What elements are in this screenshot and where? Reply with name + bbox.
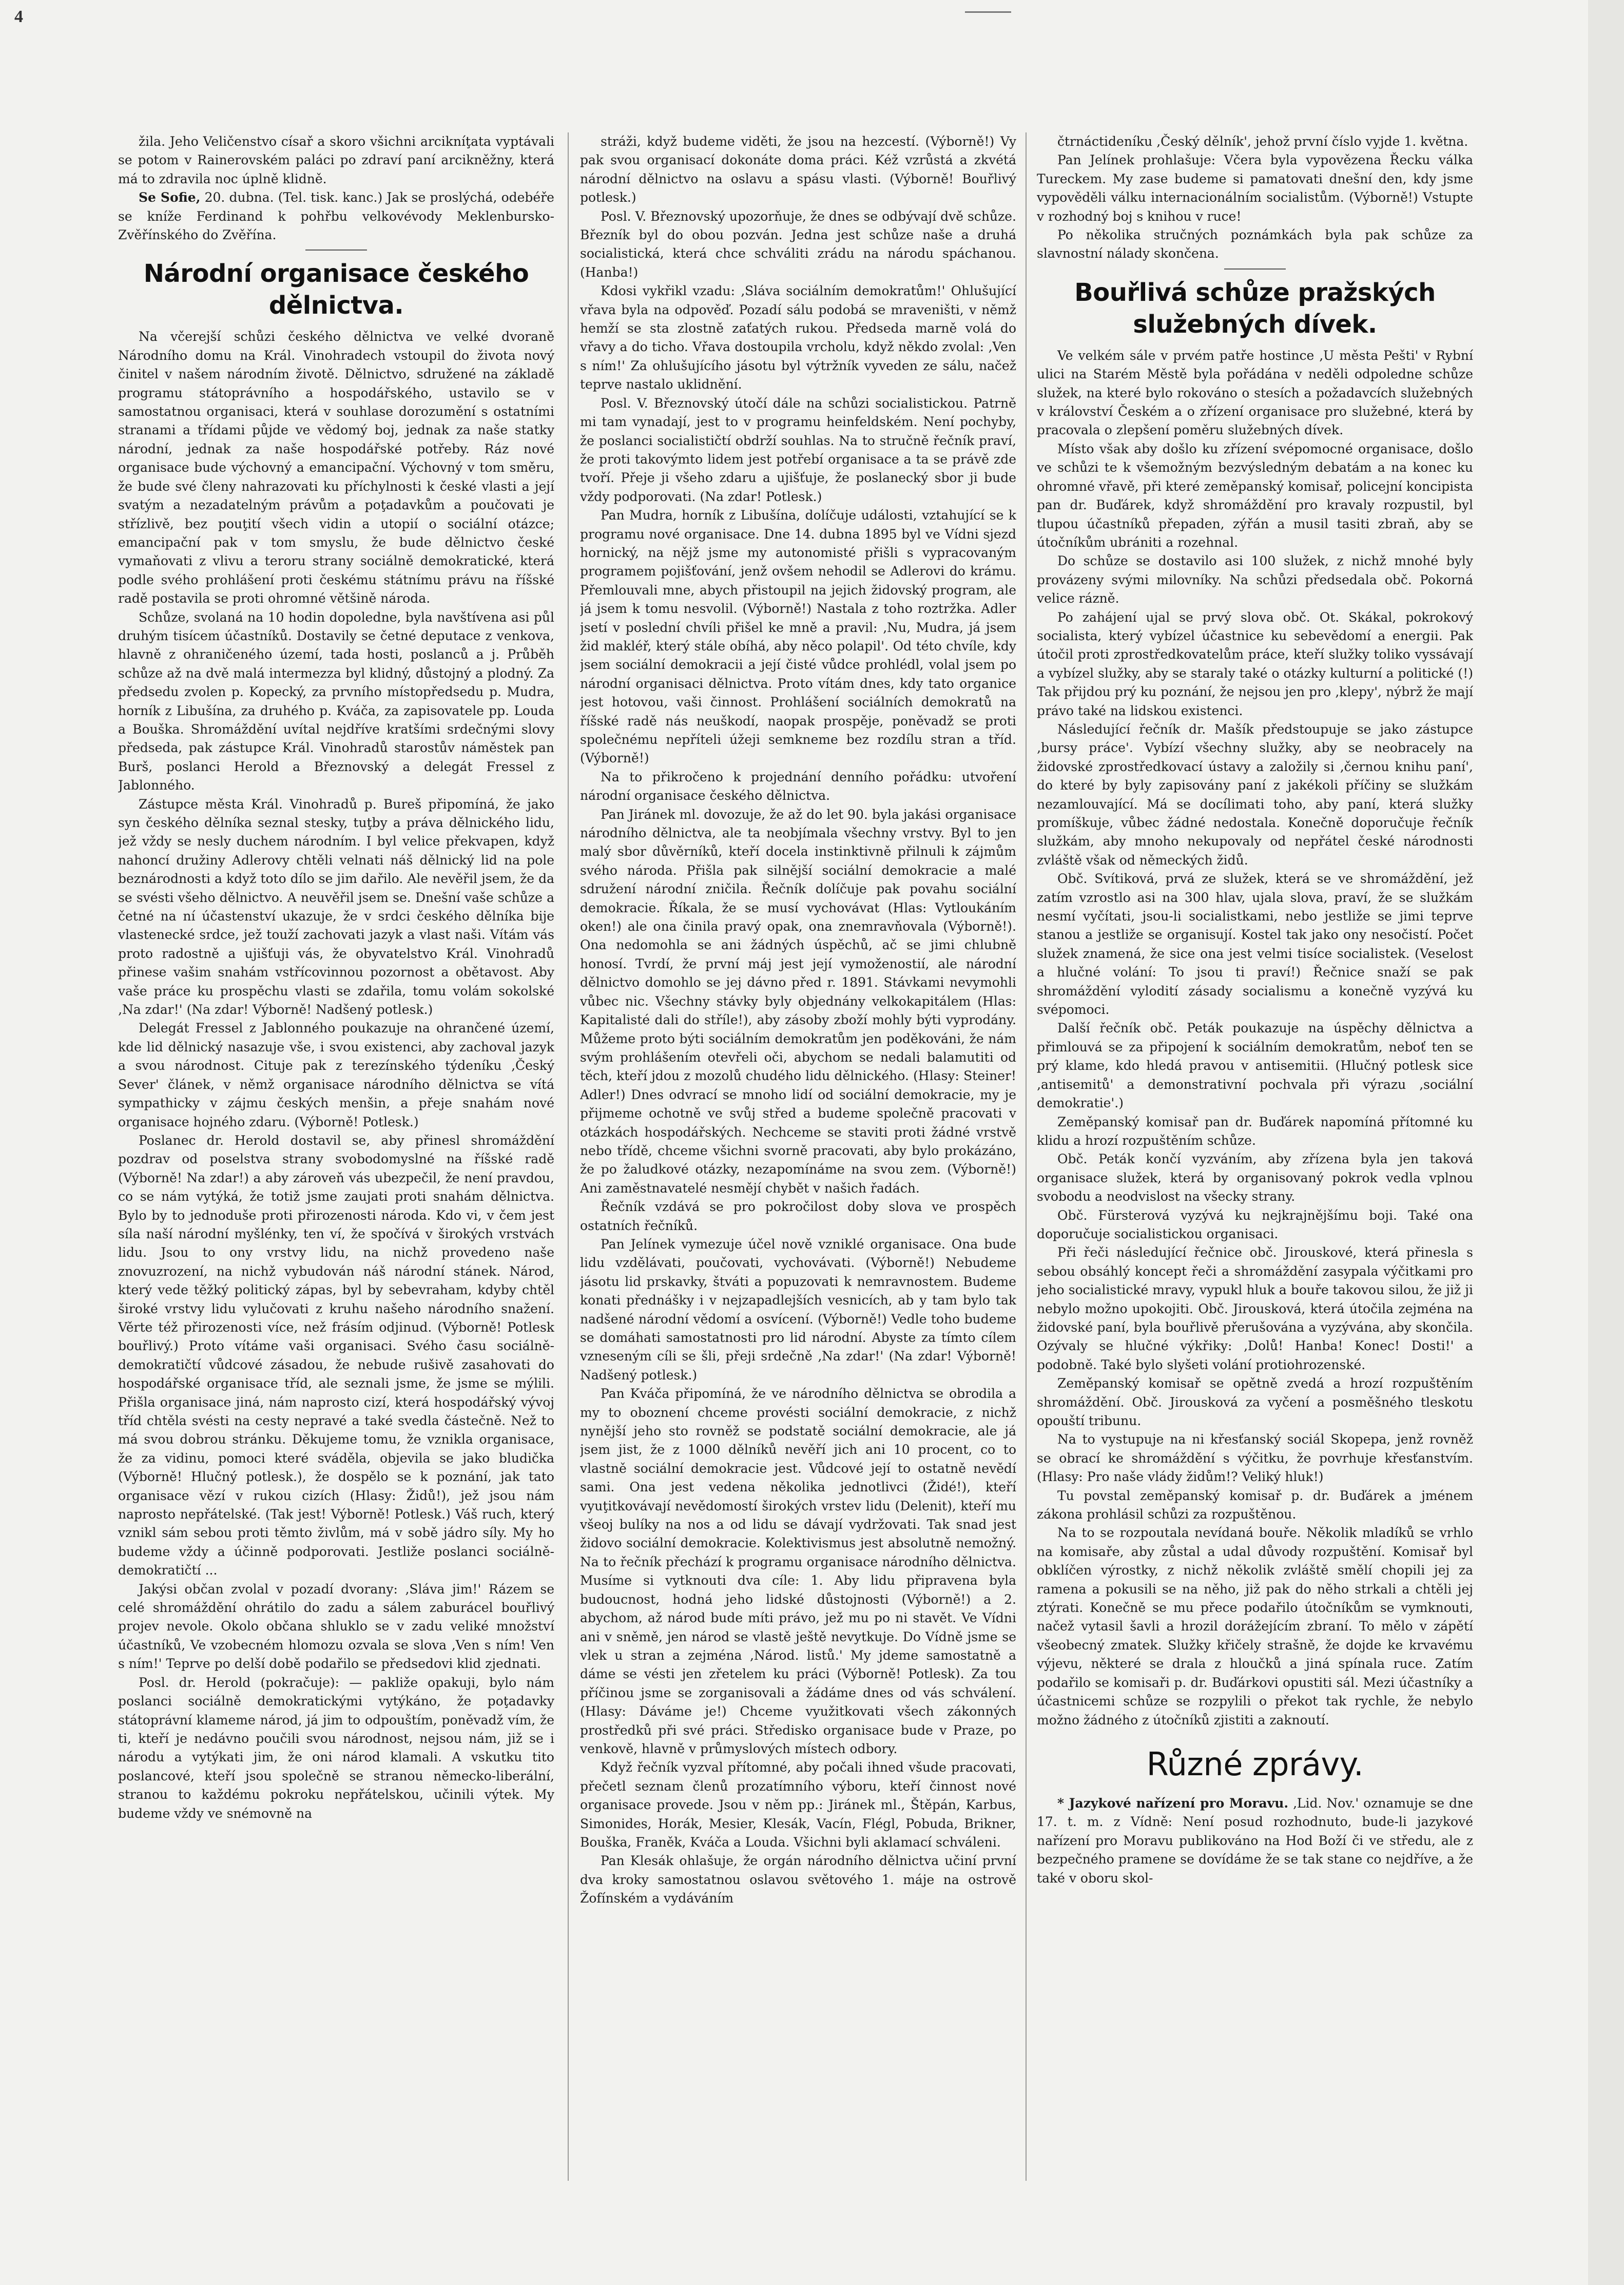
paragraph: Pan Jelínek prohlašuje: Včera byla vypovězena Řecku válka Tureckem. My zase budeme si pamatovati dnešní den, kdy jsme vypověděli válku internacionálním socialistům. (Výborně!) Vstupte v rozhodný boj s knihou v ruce! — [1037, 152, 1473, 224]
binding-edge — [1588, 0, 1624, 2285]
paragraph: Obč. Svítiková, prvá ze služek, která se ve shromáždění, jež zatím vzrostlo asi na 300 hlav, ujala slova, praví, že se služkám nesmí vyčítati, jsou-li socialistkami, nebo jestliže se jimi teprve stanou a jestliže se organisují. Kostel tak jako ony nesočistí. Počet služek znamená, že sice ona jest velmi tisíce socialistek. (Veselost a hlučné volání: To jsou ti praví!) Řečnice snaží se pak shromáždění vylodití zásady socialismu a konečně vyzývá ku svépomoci. — [1037, 871, 1473, 1017]
paragraph: Když řečník vyzval přítomné, aby počali ihned všude pracovati, přečetl seznam členů prozatímního výboru, kteří činnost nové organisace provede. Jsou v něm pp.: Jiránek ml., Štěpán, Karbus, Simonides, Horák, Mesier, Klesák, Vacín, Flégl, Pobuda, Brikner, Bouška, Franěk, Kváča a Louda. Všichni byli aklamací schváleni. — [580, 1760, 1016, 1850]
paragraph: Zástupce města Král. Vinohradů p. Bureš připomíná, že jako syn českého dělníka seznal stesky, tuţby a práva dělnického lidu, jež vždy se nesly duchem národním. I byl velice překvapen, když nahoncí družiny Adlerovy chtěli velnati náš dělnický lid na pole beznárodnosti a když toto dílo se jim dařilo. Ale nevěřil jsem, že da se svésti všeho dělnictvo. A neuvěřil jsem se. Dnešní vaše schůze a četné na ní účastenství ukazuje, že v srdci českého dělníka bije vlastenecké srdce, jež touží zachovati jazyk a vlast naši. Vítám vás proto radostně a ujišťuji vás, že obyvatelstvo Král. Vinohradů přinese vašim snahám vstřícovinnou pozornost a obětavost. Aby vaše práce ku prospěchu vlasti se zdařila, tomu volám sokolské ‚Na zdar!' (Na zdar! Výborně! Nadšený potlesk.) — [118, 796, 554, 1017]
paragraph: Obč. Peták končí vyzváním, aby zřízena byla jen taková organisace služek, která by organisovaný pokrok vedla vplnou svobodu a neodvislost na všecky strany. — [1037, 1151, 1473, 1204]
dateline: Se Sofie, — [139, 190, 201, 205]
top-rule — [965, 11, 1011, 13]
paragraph: Posl. dr. Herold (pokračuje): — pakliže opakuji, bylo nám poslanci sociálně demokratickými vytýkáno, že poţadavky státoprávní klameme národ, já jim to odpouštím, poněvadž vím, že ti, kteří je nedávno poučili svou národnost, nejsou nám, již se i národu a vytýkati jim, že oni národ klamali. A vskutku tito poslancové, kteří jsou společně se stranou německo-liberální, stranou to každému pokroku nepřátelskou, učinili výtek. My budeme vždy ve snémovně na — [118, 1675, 554, 1821]
paragraph: čtrnáctideníku ‚Český dělník', jehož první číslo vyjde 1. května. — [1057, 134, 1468, 149]
paragraph-text: ‚Lid. Nov.' oznamuje se dne 17. t. m. z Vídně: Není posud rozhodnuto, bude-li jazykové nařízení pro Moravu publikováno na Hod Boží či ve středu, ale z bezpečného pramene se dovídáme že se tak stane co nejdříve, a že také v oboru skol- — [1037, 1795, 1473, 1886]
paragraph: Ve velkém sále v prvém patře hostince ‚U města Pešti' v Rybní ulici na Starém Městě byla pořádána v neděli odpoledne schůze služek, na které bylo rokováno o stesích a požadavcích služebných v království Českém a o zřízení organisace pro služebné, která by pracovala o zlepšení poměru služebných dívek. — [1037, 348, 1473, 438]
article-headline: Bouřlivá schůze pražských služebných dívek. — [1074, 278, 1436, 339]
paragraph: Zeměpanský komisař se opětně zvedá a hrozí rozpuštěním shromáždění. Obč. Jirousková za vyčení a posměšného tleskotu opouští tribunu. — [1037, 1376, 1473, 1428]
paragraph: Na to se rozpoutala nevídaná bouře. Několik mladíků se vrhlo na komisaře, aby zůstal a udal důvody rozpuštění. Komisař byl obklíčen výrostky, z nichž několik zvláště smělí chopili jej za ramena a pokusili se na něho, již pak do něho strkali a chtěli jej ztýrati. Konečně se mu přece podařilo útočníkům se vymknouti, načež vytasil šavli a hrozil dorážejícím zbraní. To mělo v zápětí všeobecný zmatek. Služky křičely strašně, že dojde ke krvavému výjevu, některé se drala z hloučků a jiná spínala ruce. Zatím podařilo se komisaři p. dr. Buďárkovi opustiti sál. Mezi účastníky a účastnicemi schůze se rozpylili o překot tak rychle, že nebylo možno žádného z útočníků zjistiti a zaknoutí. — [1037, 1525, 1473, 1727]
columns — [118, 132, 1473, 2186]
paragraph — [1037, 1794, 1473, 1888]
column-2 — [580, 132, 1016, 2181]
paragraph: Posl. V. Březnovský útočí dále na schůzi socialistickou. Patrně mi tam vynadají, jest to v programu heinfeldském. Není pochyby, že poslanci socialističtí obdrží souhlas. Na to stručně řečník praví, že proti takovýmto lidem jest potřebí organisace a ta se právě zde tvoří. Přeje ji všeho zdaru a ujišťuje, že poslanecký sbor ji bude vždy podporovati. (Na zdar! Potlesk.) — [580, 395, 1016, 504]
paragraph: Pan Jiránek ml. dovozuje, že až do let 90. byla jakási organisace národního dělnictva, ale ta neobjímala všechny vrstvy. Byl to jen malý sbor důvěrníků, kteří docela instinktivně přilnuli k zájmům svého národa. Přišla pak silnější sociální demokracie a malé sdružení národní zničila. Řečník dolíčuje pak povahu sociální demokracie. Říkala, že se musí vychovávat (Hlas: Vytloukáním oken!) ale ona činila pravý opak, ona znemravňovala (Výborně!). Ona nedomohla se ani žádných úspěchů, ač se jimi chlubně honosí. Tvrdí, že první máj jest její vymoženostií, ale národní dělnictvo domohlo se jej dávno před r. 1891. Stávkami nevymohli vůbec nic. Všechny stávky byly objednány velkokapitálem (Hlas: Kapitalisté dali do stříle!), aby zásoby zboží mohly býti vyprodány. Můžeme proto býti sociálním demokratům jen poděkováni, že nám svým prohlášením otevřeli oči, abychom se nedali balamutiti od těch, kteří jdou z mozolů chudého lidu dělnického. (Hlasy: Steiner! Adler!) Dnes odvrací se mnoho lidí od sociální demokracie, my je přijmeme ochotně ve svůj střed a budeme společně pracovati v otázkách hospodářských. Nechceme se staviti proti žádné vrstvě nebo třídě, chceme všichni svorně pracovati, aby bylo prokázáno, že po žaludkové otázky, nezapomínáme na svou zem. (Výborně!) Ani zaměstnavatelé nesmějí chybět v našich řadách. — [580, 807, 1016, 1196]
paragraph: Řečník vzdává se pro pokročilost doby slova ve prospěch ostatních řečníků. — [580, 1199, 1016, 1233]
separator-rule — [305, 249, 367, 251]
paragraph: Pan Kváča připomíná, že ve národního dělnictva se obrodila a my to oboznení chceme provésti sociální demokracie, z nichž nynější jeho sto rovněž se podstatě sociální demokracie, ale já jsem jist, že z 1000 dělníků nevěří jich ani 10 procent, co to vlastně sociální demokracie jest. Vůdcové její to ostatně nevědí sami. Ona jest vedena několika jednotlivci (Židé!), kteří vyuţitkovávají nevědomostí širokých vrstev lidu (Delenit), kteří mu všeoj bulíky na nos a od lidu se dávají vydržovati. Tak snad jest židovo sociální demokracie. Kolektivismus jest absolutně nemožný. Na to řečník přechází k programu organisace národního dělnictva. Musíme si vytknouti dva cíle: 1. Aby lidu připravena byla budoucnost, hodná jeho lidské důstojnosti (Výborně!) a 2. abychom, až národ bude míti právo, jež mu po ni stavět. Ve Vídni ani v sněmě, jen národ se vlastě ještě nevytkuje. Do Vídně jsme se vlek u stran a zejména ‚Národ. listů.' My jdeme samostatně a dáme se vésti jen zřetelem ku práci (Výborně! Potlesk). Za tou příčinou jsme se zorganisovali a žádáme dnes od vás schválení. (Hlasy: Dáváme je!) Chceme využitkovati všech zákonných prostředků při své práci. Středisko organisace bude v Praze, po venkově, hlavně v průmyslových místech odbory. — [580, 1386, 1016, 1756]
paragraph: Schůze, svolaná na 10 hodin dopoledne, byla navštívena asi půl druhým tisícem účastníků. Dostavily se četné deputace z venkova, hlavně z ohraničeného území, tada hosti, poslanců a j. Průběh schůze až na dvě malá intermezza byl klidný, důstojný a plodný. Za předsedu zvolen p. Kopecký, za prvního místopředsedu p. Mudra, horník z Libušína, za druhého p. Kváča, za zapisovatele pp. Louda a Bouška. Shromáždění uvítal nejdříve kratšími srdečnými slovy předseda, pak zástupce Král. Vinohradů starostův náměstek pan Burš, poslanci Herold a Březnovský a delegát Fressel z Jablonného. — [118, 609, 554, 793]
column-3 — [1037, 132, 1473, 2181]
paragraph: Do schůze se dostavilo asi 100 služek, z nichž mnohé byly provázeny svými milovníky. Na schůzi předsedala obč. Pokorná velice rázně. — [1037, 553, 1473, 606]
paragraph: Místo však aby došlo ku zřízení svépomocné organisace, došlo ve schůzi te k všemožným bezvýsledným debatám a na konec ku ohromné vřavě, při které zeměpanský komisař, policejní koncipista pan dr. Buďárek, když shromáždění pro kravaly rozpustil, byl tlupou účastníků přepaden, zýřán a musil tasiti zbraň, aby se útočníkům ubrániti a rozehnal. — [1037, 441, 1473, 550]
column-rule — [1026, 132, 1027, 2181]
paragraph: Tu povstal zeměpanský komisař p. dr. Buďárek a jménem zákona prohlásil schůzi za rozpuštěnou. — [1037, 1488, 1473, 1522]
section-headline: Různé zprávy. — [1146, 1745, 1364, 1783]
paragraph: Delegát Fressel z Jablonného poukazuje na ohrančené území, kde lid dělnický nasazuje vše, i svou existenci, aby zachoval jazyk a svou národnost. Cituje pak z terezínského týdeníku ‚Český Sever' článek, v němž organisace národního dělnictva se vítá sympathicky v zájmu českých menšin, a přeje snahám nové organisace hojného zdaru. (Výborně! Potlesk.) — [118, 1021, 554, 1129]
paragraph: Na to přikročeno k projednání denního pořádku: utvoření národní organisace českého dělnictva. — [580, 769, 1016, 803]
article-headline: Národní organisace českého dělnictva. — [143, 259, 529, 320]
paragraph: Na včerejší schůzi českého dělnictva ve velké dvoraně Národního domu na Král. Vinohradech vstoupil do života nový činitel v našem národním životě. Dělnictvo, sdružené na základě programu státoprávního a hospodářského, ustavilo se v samostatnou organisaci, která v souhlase dorozumění s ostatními stranami a třídami půjde ve vědomý boj, jednak za naše statky národní, jednak za naše hospodářské potřeby. Ráz nové organisace bude výchovný a emancipační. Výchovný v tom směru, že bude své členy nahrazovati ku příchylnosti k české vlasti a její svatým a nezadatelným právům a poţadavkům a poučovati je střízlivě, bez pouţití všech vidin a utopií o sociální otázce; emancipační pak v tom smyslu, že bude dělnictvo české vymaňovati z vlivu a teroru strany sociálně demokratické, která podle svého prohlášení proti českému státnímu právu na říšské radě postavila se proti ohromné většině národa. — [118, 329, 554, 606]
paragraph-text: 20. dubna. (Tel. tisk. kanc.) Jak se proslýchá, odebéře se kníže Ferdinand k pohřbu velkovévody Meklenbursko-Zvěřínského do Zvěřína. — [118, 190, 554, 243]
paragraph: Posl. V. Březnovský upozorňuje, že dnes se odbývají dvě schůze. Březník byl do obou pozván. Jedna jest schůze naše a druhá socialistická, která chce schváliti zrádu na národu spáchanou. (Hanba!) — [580, 208, 1016, 280]
paragraph: Následující řečník dr. Mašík předstoupuje se jako zástupce ‚bursy práce'. Vybízí všechny služky, aby se neobracely na židovské zprostředkovací ústavy a založily si ‚černou knihu paní', do které by byly zapisovány paní z jakékoli příčiny se služkám nezamlouvající. Má se docílimati toho, aby paní, která služky promíškuje, vůbec žádné nedostala. Konečně doporučuje řečník služkám, aby mnoho nekupovaly od nepřátel české národnosti zvláště však od německých židů. — [1037, 721, 1473, 868]
paragraph: Poslanec dr. Herold dostavil se, aby přinesl shromáždění pozdrav od poselstva strany svobodomyslné na říšské radě (Výborně! Na zdar!) a aby zároveň vás ubezpečil, že není pravdou, co se nám vytýká, že totiž jsme zaujati proti snahám dělnictva. Bylo by to jednoduše proti přirozenosti národa. Kdo vi, v čem jest síla naší národní myšlénky, ten ví, že spočívá v širokých vrstvách lidu. Jsou to ony vrstvy lidu, na nichž provedeno naše znovuzrození, na nichž vybudován náš národní stánek. Národ, který vede těžký politický zápas, byl by sebevraham, kdyby chtěl široké vrstvy lidu vylučovati z kruhu našeho národního snažení. Věrte též přirozenosti více, než frásím odjinud. (Výborně! Potlesk bouřlivý.) Proto vítáme vaši organisaci. Svého času sociálně-demokratičtí vůdcové zásadou, že nebude rušivě zasahovati do hospodářské organisace tříd, ale seznali jsme, že jsme se mýlili. Přišla organisace jiná, nám naprosto cizí, která hospodářský vývoj tříd chtěla svésti na cesty nepravé a také svedla částečně. Než to má svou dobrou stránku. Děkujeme tomu, že vznikla organisace, že za vidinu, pomoci které sváděla, objevila se jako bludička (Výborně! Hlučný potlesk.), že dospělo se k poznání, jak tato organisace vězí v rukou cizích (Hlasy: Židů!), jež jsou nám naprosto nepřátelské. (Tak jest! Výborně! Potlesk.) Váš ruch, který vznikl sám sebou proti těmto živlům, má v sobě jádro síly. My ho budeme vždy a účinně podporovati. Jestliže poslanci sociálně-demokratičtí ... — [118, 1132, 554, 1578]
paragraph: Po několika stručných poznámkách byla pak schůze za slavnostní nálady skončena. — [1037, 227, 1473, 261]
paragraph: Pan Mudra, horník z Libušína, dolíčuje události, vztahující se k programu nové organisace. Dne 14. dubna 1895 byl ve Vídni sjezd hornický, na nějž jsme my autonomisté přišli s vypracovaným programem pojišťování, jenž ovšem nehodil se Adlerovi do krámu. Přemlouvali mne, abych přistoupil na jejich židovský program, ale já jsem k tomu nesvolil. (Výborně!) Nastala z toho roztržka. Adler jsetí v poslední chvíli přišel ke mně a pravil: ‚Nu, Mudra, já jsem žid makléř, který stále obíhá, aby něco polapil'. Od této chvíle, kdy jsem sociální demokracii a její čisté vůdce prohlédl, volal jsem po národní organisaci dělnictva. Proto vítám dnes, kdy tato organice jest hotovou, vaši činnost. Prohlášení sociálních demokratů na říšské radě nás neuškodí, naopak prospěje, poněvadž se proti společnému nepříteli úžeji semkneme bez rozdílu stran a tříd. (Výborně!) — [580, 508, 1016, 766]
paragraph: Na to vystupuje na ni křesťanský sociál Skopepa, jenž rovněž se obrací ke shromáždění s výčitku, že povrhuje křesťanstvím. (Hlasy: Pro naše vlády židům!? Veliký hluk!) — [1037, 1432, 1473, 1485]
column-rule — [568, 132, 569, 2181]
paragraph: Pan Klesák ohlašuje, že orgán národního dělnictva učiní první dva kroky samostatnou oslavou světového 1. máje na ostrově Žofínském a vydáváním — [580, 1853, 1016, 1906]
paragraph: Při řeči následující řečnice obč. Jirouskové, která přinesla s sebou obsáhlý koncept řeči a shromáždění zasypala výčitkami pro jeho socialistické mravy, vypukl hluk a bouře takovou silou, že již ji nebylo možno upokojiti. Obč. Jirousková, která útočila zejména na židovské paní, byla bouřlivě přerušována a vyzývána, aby skončila. Ozývaly se hlučné výkřiky: ‚Dolů! Hanba! Konec! Dosti!' a podobně. Také bylo slyšeti volání protiohrozenské. — [1037, 1245, 1473, 1372]
paragraph — [118, 188, 554, 244]
dateline: * Jazykové nařízení pro Moravu. — [1057, 1795, 1289, 1811]
paragraph: Další řečník obč. Peták poukazuje na úspěchy dělnictva a přimlouvá se za připojení k sociálním demokratům, neboť ten se prý klame, kdo hledá pravou v antisemitii. (Hlučný potlesk sice ‚antisemitů' a demonstrativní pochvala při výrazu ‚sociální demokratie'.) — [1037, 1021, 1473, 1111]
paragraph: Obč. Fürsterová vyzývá ku nejkrajnějšímu boji. Také ona doporučuje socialistickou organisaci. — [1037, 1207, 1473, 1241]
paragraph: stráži, když budeme viděti, že jsou na hezcestí. (Výborně!) Vy pak svou organisací dokonáte doma práci. Kéž vzrůstá a zkvétá národní dělnictvo na oslavu a spásu vlasti. (Výborně! Bouřlivý potlesk.) — [580, 134, 1016, 205]
paragraph: žila. Jeho Veličenstvo císař a skoro všichni arcikníţata vyptávali se potom v Rainerovském paláci po zdraví paní arcikněžny, která má to zdravila noc úplně klidně. — [118, 134, 554, 186]
column-1 — [118, 132, 554, 2181]
paragraph: Po zahájení ujal se prvý slova obč. Ot. Skákal, pokrokový socialista, který vybízel účastnice ku sebevědomí a energii. Pak útočil proti zprostředkovatelům práce, kteří služky toliko vyssávají a vybízel služky, aby se staraly také o otázky kulturní a politické (!) Tak přijdou prý ku poznání, že nejsou jen pro ‚klepy', nýbrž že mají právo také na lidskou existenci. — [1037, 609, 1473, 718]
separator-rule — [1224, 268, 1286, 270]
paragraph: Kdosi vykřikl vzadu: ‚Sláva sociálním demokratům!' Ohlušující vřava byla na odpověď. Pozadí sálu podobá se mraveništi, v němž hemží se sta zlostně zaťatých rukou. Předseda marně volá do vřavy a do ticho. Vřava dostoupila vrcholu, když někdo zvolal: ‚Ven s ním!' Za ohlušujícího jásotu byl výtržník vyveden ze sálu, načež teprve nastalo uklidnění. — [580, 283, 1016, 392]
paragraph: Zeměpanský komisař pan dr. Buďárek napomíná přítomné ku klidu a hrozí rozpuštěním schůze. — [1037, 1114, 1473, 1148]
paragraph: Pan Jelínek vymezuje účel nově vzniklé organisace. Ona bude lidu vzdělávati, poučovati, vychovávati. (Výborně!) Nebudeme jásotu lid prskavky, štváti a popuzovati k nemravnostem. Budeme konati přednášky i v nejzapadlejších vesnicích, ab y tam bylo tak nadšené národní vědomí a osvícení. (Výborně!) Vedle toho budeme se domáhati samostatnosti pro lid národní. Abyste za tímto cílem vzneseným cíli se šli, přeji srdečně ‚Na zdar!' (Na zdar! Výborně! Nadšený potlesk.) — [580, 1236, 1016, 1382]
paragraph: Jakýsi občan zvolal v pozadí dvorany: ‚Sláva jim!' Rázem se celé shromáždění ohrátilo do zadu a sálem zaburácel bouřlivý projev nevole. Okolo občana shluklo se v zadu veliké množství účastníků, Ve vzobecném hlomozu ozvala se slova ‚Ven s ním! Ven s ním!' Teprve po delší době podařilo se předsedovi klid zjednati. — [118, 1581, 554, 1672]
page-number: 4 — [14, 7, 23, 26]
